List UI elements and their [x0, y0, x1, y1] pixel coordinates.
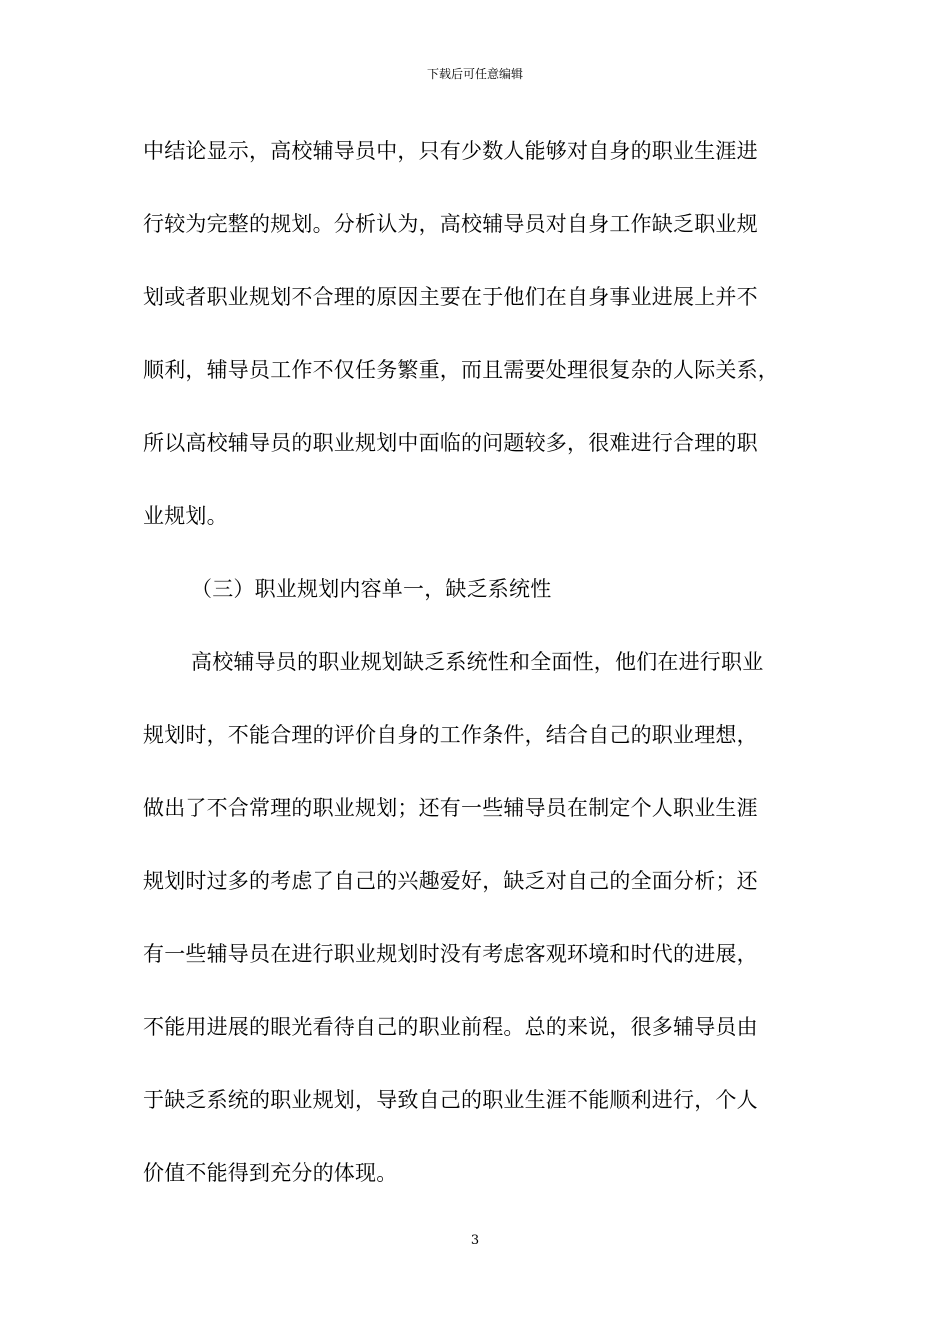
paragraph-line: 于缺乏系统的职业规划，导致自己的职业生涯不能顺利进行，个人	[143, 1088, 758, 1112]
paragraph-line: 价值不能得到充分的体现。	[143, 1161, 398, 1185]
paragraph-line: 中结论显示，高校辅导员中，只有少数人能够对自身的职业生涯进	[143, 139, 758, 163]
paragraph-line: 规划时，不能合理的评价自身的工作条件，结合自己的职业理想，	[143, 723, 758, 747]
paragraph-line: 高校辅导员的职业规划缺乏系统性和全面性，他们在进行职业	[191, 650, 764, 674]
paragraph-line: 业规划。	[143, 504, 228, 528]
paragraph-line: 规划时过多的考虑了自己的兴趣爱好，缺乏对自己的全面分析；还	[143, 869, 758, 893]
paragraph-line: 不能用进展的眼光看待自己的职业前程。总的来说，很多辅导员由	[143, 1015, 758, 1039]
paragraph-line: 有一些辅导员在进行职业规划时没有考虑客观环境和时代的进展，	[143, 942, 758, 966]
paragraph-line: 所以高校辅导员的职业规划中面临的问题较多，很难进行合理的职	[143, 431, 758, 455]
page-number: 3	[470, 1233, 480, 1248]
paragraph-line: 做出了不合常理的职业规划；还有一些辅导员在制定个人职业生涯	[143, 796, 758, 820]
document-body	[143, 131, 823, 1226]
page-header: 下载后可任意编辑	[426, 67, 523, 81]
paragraph-line: 行较为完整的规划。分析认为，高校辅导员对自身工作缺乏职业规	[143, 212, 758, 236]
paragraph-line: 顺利，辅导员工作不仅任务繁重，而且需要处理很复杂的人际关系，	[143, 358, 779, 382]
paragraph-line: 划或者职业规划不合理的原因主要在于他们在自身事业进展上并不	[143, 285, 758, 309]
section-heading: （三）职业规划内容单一，缺乏系统性	[191, 577, 552, 601]
